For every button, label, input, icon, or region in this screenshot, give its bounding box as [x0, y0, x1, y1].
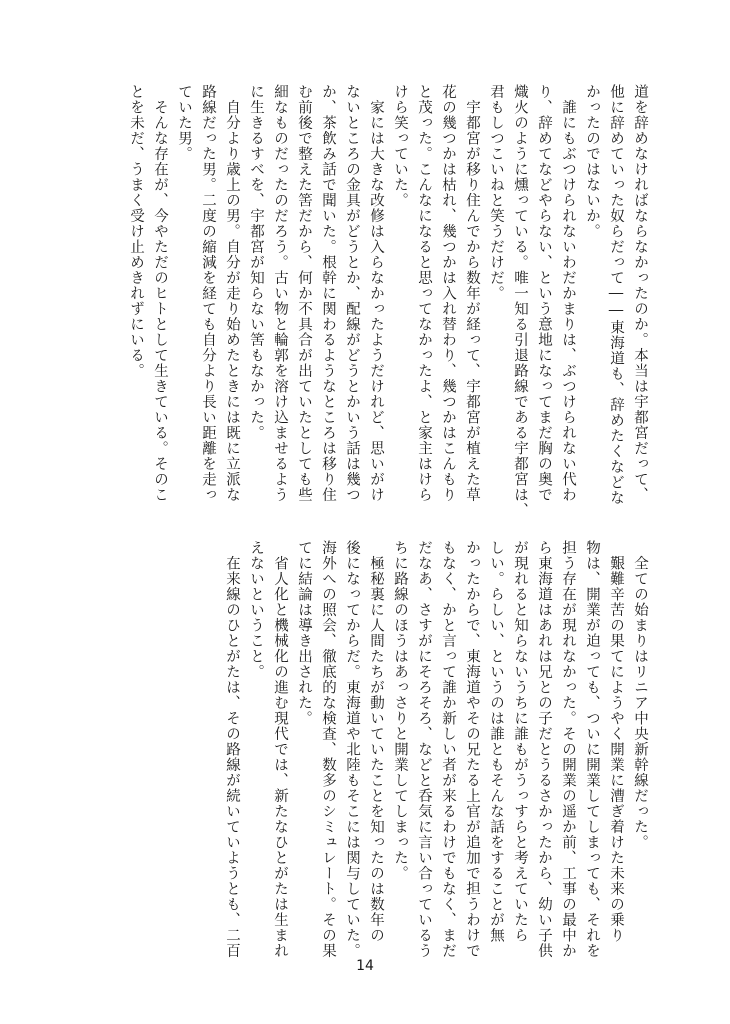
- text-column: そんな存在が、今やただのヒトとして生きている。そのこ: [152, 84, 168, 503]
- text-column: とを未だ、うまく受け止めきれずにいる。: [128, 84, 144, 379]
- text-column: 他に辞めていった奴らだって――東海道も、辞めたくなどな: [608, 84, 624, 506]
- text-block-upper: [112, 84, 650, 518]
- text-column: ないところの金具がどうとか、配線がどうとかいう話は幾つ: [344, 84, 360, 503]
- text-column: 細なものだったのだろう。古い物と輪郭を溶け込ませるよう: [272, 84, 288, 503]
- text-column: に生きるすべを、宇都宮が知らない筈もなかった。: [248, 84, 264, 441]
- text-column: しい。らしい、というのは誰ともそんな話をすることが無: [488, 540, 504, 943]
- text-column: けら笑っていた。: [392, 84, 408, 208]
- text-column: 物は、開業が迫っても、ついに開業してしまっても、それを: [584, 540, 600, 959]
- text-block-lower: [112, 540, 650, 959]
- text-column: かったのではないか。: [584, 84, 600, 239]
- text-column: 海外への照会、徹底的な検査、数多のシミュレート。その果: [320, 540, 336, 959]
- text-column: 花の幾つかは枯れ、幾つかは入れ替わり、幾つかはこんもり: [440, 84, 456, 503]
- text-column: 家には大きな改修は入らなかったようだけれど、思いがけ: [368, 84, 384, 503]
- text-column: 君もしつこいねと笑うだけだ。: [488, 84, 504, 301]
- text-column: 担う存在が現れなかった。その開業の遥か前、工事の最中か: [560, 540, 576, 959]
- text-column: 全ての始まりはリニア中央新幹線だった。: [632, 540, 648, 850]
- text-column: 省人化と機械化の進む現代では、新たなひとがたは生まれ: [272, 540, 288, 959]
- text-column: 誰にもぶつけられないわだかまりは、ぶつけられない代わ: [560, 84, 576, 503]
- text-column: 路線だった男。二度の縮減を経ても自分より長い距離を走っ: [200, 84, 216, 503]
- text-column: り、辞めてなどやらない、という意地になってまだ胸の奥で: [536, 84, 552, 503]
- page-number: 14: [356, 958, 374, 974]
- text-column: かったからで、東海道やその兄たる上官が追加で担うわけで: [464, 540, 480, 959]
- text-column: 自分より歳上の男。自分が走り始めたときには既に立派な: [224, 84, 240, 503]
- text-column: と茂った。こんなになると思ってなかったよ、と家主はけら: [416, 84, 432, 503]
- text-column: えないということ。: [248, 540, 264, 680]
- text-column: もなく、かと言って誰か新しい者が来るわけでもなく、まだ: [440, 540, 456, 959]
- text-column: だなあ、さすがにそろそろ、などと呑気に言い合っているう: [416, 540, 432, 959]
- text-column: ちに路線のほうはあっさりと開業してしまった。: [392, 540, 408, 881]
- text-column: 在来線のひとがたは、その路線が続いていようとも、二百: [224, 540, 240, 959]
- text-column: む前後で整えた筈だから、何か不具合が出ていたとしても些: [296, 84, 312, 503]
- text-column: 熾火のように燻っている。唯一知る引退路線である宇都宮は、: [512, 84, 528, 518]
- text-column: 道を辞めなければならなかったのか。本当は宇都宮だって、: [632, 84, 648, 503]
- text-column: 艱難辛苦の果てにようやく開業に漕ぎ着けた未来の乗り: [608, 540, 624, 943]
- text-column: が現れると知らないうちに誰もがうっすらと考えていたら: [512, 540, 528, 943]
- text-column: 後になってからだ。東海道や北陸もそこには関与していた。: [344, 540, 360, 959]
- text-column: 宇都宮が移り住んでから数年が経って、宇都宮が植えた草: [464, 84, 480, 503]
- text-column: ら東海道はあれは兄との子だとうるさかったから、幼い子供: [536, 540, 552, 959]
- text-column: 極秘裏に人間たちが動いていたことを知ったのは数年の: [368, 540, 384, 943]
- text-column: か、茶飲み話で聞いた。根幹に関わるようなところは移り住: [320, 84, 336, 503]
- text-column: てに結論は導き出された。: [296, 540, 312, 726]
- text-column: ていた男。: [176, 84, 192, 162]
